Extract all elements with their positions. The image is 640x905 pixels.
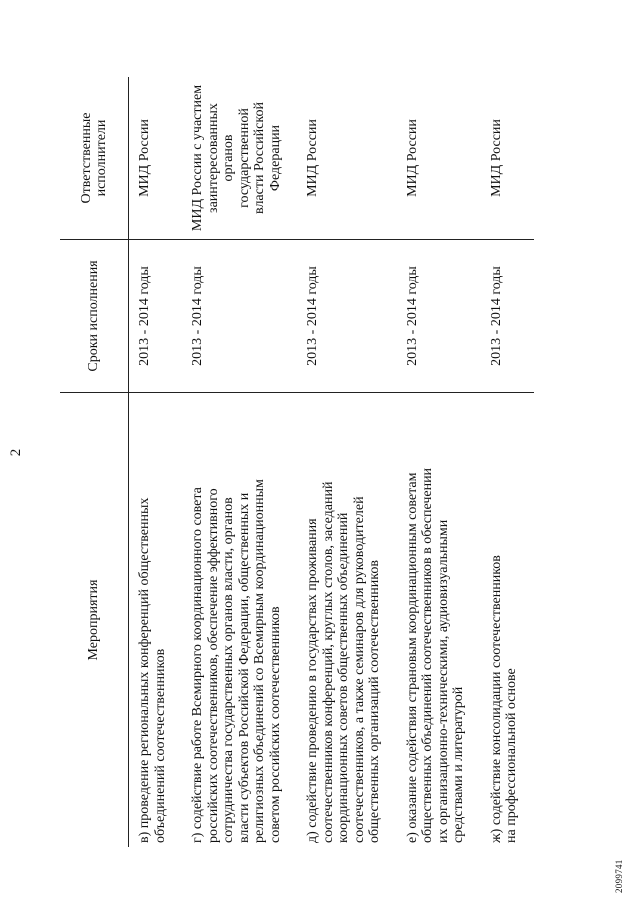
term-cell: 2013 - 2014 годы: [129, 240, 183, 393]
activity-cell: [481, 393, 534, 848]
responsible-line: Федерации: [267, 124, 283, 192]
responsible-line: власти Российской: [252, 102, 267, 214]
measures-table: [60, 77, 534, 847]
table-header-row: [60, 77, 129, 847]
table-row: [397, 77, 481, 847]
activity-line: общественных организаций соотечественников: [367, 560, 382, 843]
table-row: [481, 77, 534, 847]
activity-line: ж) содействие консолидации соотечественников: [488, 555, 504, 843]
activity-line: соотечественников конференций, круглых столов, заседаний: [320, 481, 336, 843]
responsible-line: МИД России с участием: [190, 84, 205, 232]
responsible-line: МИД России: [404, 119, 420, 197]
activity-line: религиозных объединений со Всемирным координационным: [252, 479, 267, 843]
activity-line: объединений соотечественников: [152, 648, 168, 843]
activity-line: координационных советов общественных объединений: [336, 512, 351, 843]
header-responsible: [60, 77, 129, 240]
term-cell: 2013 - 2014 годы: [182, 240, 297, 393]
activity-line: е) оказание содействия страновым координационным советам: [404, 472, 420, 843]
responsible-line: заинтересованных: [205, 103, 221, 213]
term-cell: 2013 - 2014 годы: [481, 240, 534, 393]
term-cell: 2013 - 2014 годы: [297, 240, 397, 393]
responsible-cell: [297, 77, 397, 240]
header-terms: Сроки исполнения: [60, 240, 129, 393]
activity-cell: [129, 393, 183, 848]
activity-line: д) содействие проведению в государствах проживания: [305, 518, 320, 843]
activity-line: соотечественников, а также семинаров для руководителей: [351, 496, 367, 843]
activity-line: их организационно-техническими, аудиовизуальными: [435, 519, 451, 843]
responsible-cell: [397, 77, 481, 240]
header-activities: Мероприятия: [60, 393, 129, 848]
activity-line: власти субъектов Российской Федерации, общественных и: [236, 492, 252, 843]
header-responsible-line1: Ответственные: [78, 112, 94, 204]
activity-line: советом российских соотечественников: [267, 606, 283, 843]
table-row: [297, 77, 397, 847]
activity-line: сотрудничества государственных органов власти, органов: [221, 497, 236, 843]
table-row: [182, 77, 297, 847]
page-number: 2: [8, 448, 24, 457]
activity-line: г) содействие работе Всемирного координационного совета: [190, 487, 205, 843]
responsible-line: МИД России: [305, 119, 320, 197]
document-code: 2099741: [614, 859, 624, 893]
responsible-line: МИД России: [137, 119, 152, 197]
activity-line: российских соотечественников, обеспечение эффективного: [205, 488, 221, 843]
table-row: [129, 77, 183, 847]
activity-line: в) проведение региональных конференций общественных: [137, 497, 152, 843]
activity-cell: [297, 393, 397, 848]
header-responsible-line2: исполнители: [94, 119, 109, 197]
term-cell: 2013 - 2014 годы: [397, 240, 481, 393]
responsible-cell: [182, 77, 297, 240]
responsible-line: МИД России: [488, 119, 504, 197]
activity-line: средствами и литературой: [451, 686, 466, 843]
table-body: [129, 77, 534, 847]
responsible-cell: [129, 77, 183, 240]
activity-line: общественных объединений соотечественников в обеспечении: [420, 467, 435, 843]
activity-cell: [397, 393, 481, 848]
responsible-line: органов государственной: [221, 108, 252, 208]
responsible-cell: [481, 77, 534, 240]
activity-line: на профессиональной основе: [504, 668, 519, 843]
activity-cell: [182, 393, 297, 848]
